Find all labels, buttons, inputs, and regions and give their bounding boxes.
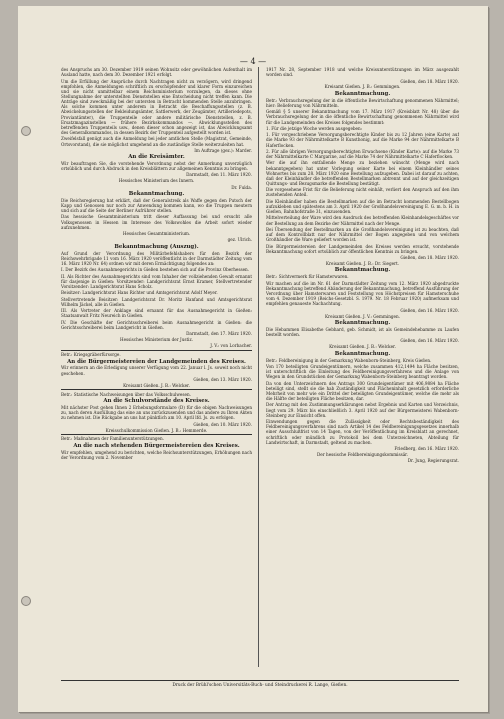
- section-heading: Bekanntmachung (Auszug).: [114, 243, 199, 250]
- body-paragraph: Auf Grund der Verordnung des Militärbefehlshabers für den Bezirk der Reichswehrbrigade 11 vom 16. März 1920 veröffentlicht in der Darmstädter Zeitung vom 16. März 1920 Nr. 64) ordnen wir mit deren Ermächtigung folgendes an:: [61, 250, 252, 266]
- issuing-authority: Kreisschulkommission Gießen. J. B.: Hemmerde.: [105, 427, 208, 433]
- body-paragraph: Die vorgesehene Frist für die Belieferung nicht einhält, verliert den Anspruch auf den ihm zustehenden Anteil.: [266, 187, 459, 198]
- body-paragraph: Die Bürgermeistereien der Landgemeinden des Kreises werden ersucht, vorstehende Bekanntmachung sofort ortsüblich zur öffentlichen Kenntnis zu bringen.: [266, 243, 459, 254]
- body-paragraph: Betr.: Verbrauchsregelung der in die öffentliche Bewirtschaftung genommenen Nährmittel; hier: Belieferung von Nährmitteln.: [266, 97, 459, 108]
- issuing-authority: Kreisamt Gießen. J. B.: Welcker.: [123, 382, 190, 388]
- binding-hole-bottom: [21, 596, 31, 606]
- signature-line: Gießen, den 16. März 1920.: [400, 338, 459, 344]
- signature-line: Gießen, den 18. März 1920.: [400, 255, 459, 261]
- signature-line: gez. Ulrich.: [227, 237, 252, 243]
- binding-hole-top: [21, 126, 31, 136]
- body-paragraph: Betr.: Sichtvermerk für Hamsterwaren.: [266, 274, 349, 280]
- issuing-authority: Hessisches Ministerium des Innern.: [118, 178, 195, 184]
- section-heading: An die Kreisämter.: [128, 154, 185, 161]
- section-heading: Bekanntmachung.: [334, 90, 391, 97]
- body-paragraph: Beisitzer: Landgerichtsrat Hans Richter und Amtsgerichtsrat Adolf Meyer.: [61, 290, 218, 296]
- body-paragraph: IV. Die Geschäfte der Gerichtsschreiberei beim Ausnahmegericht in Gießen: die Gerichtsschreiberei beim Landgericht in Gießen.: [61, 319, 252, 330]
- section-rule: [61, 389, 252, 390]
- signature-line: Dr. Jung, Regierungsrat.: [407, 458, 459, 464]
- body-paragraph: Betr.: Feldbereinigung in der Gemarkung Wabenborn-Steinberg, Kreis Gießen.: [266, 357, 432, 363]
- issuing-authority: Kreisamt Gießen. J. B.: Gemmingen.: [324, 84, 401, 90]
- signature-line: Dr. Fulda.: [231, 184, 252, 190]
- section-heading: An die Schulvorstände des Kreises.: [103, 398, 210, 405]
- body-paragraph: Wir erinnern an die Erledigung unserer Verfügung vom 22. Januar l. Js. soweit noch nicht geschehen.: [61, 365, 252, 376]
- signature-line: Im Auftrage (gez.): Marder.: [194, 147, 252, 153]
- signature-line: Darmstadt, den 11. März 1920.: [186, 172, 252, 178]
- section-heading: An die nach stehenden Bürgermeistereien des Kreises.: [73, 442, 240, 449]
- issuing-authority: Kreisamt Gießen. J. B.: Dr. Siegert.: [325, 261, 400, 267]
- body-paragraph: Mittelverteilung der Ware wird den Ausdruck des betreffenden Kleinhandelsgeschäftes vor der Bestellung an dem Bezirke der Nährmittel nach der Menge.: [266, 215, 459, 226]
- signature-line: Gießen, den 13. März 1920.: [193, 376, 252, 382]
- issuing-authority: Kreisamt Gießen. J. V.: Gemmingen.: [325, 313, 400, 319]
- left-column: [61, 67, 252, 672]
- body-paragraph: Der Antrag mit den Zustimmungserklärungen nebst Ergebnis und Karten und Verzeichnis, liegt vom 29. März bis einschließlich 3. April 1920 auf der Bürgermeisterei Wabenborn-Steinberg zur Einsicht offen.: [266, 402, 459, 418]
- body-paragraph: Wer die auf ihn entfallende Menge zu beziehen wünscht (Menge wird nach bekanntgegeben) hat unter Vorlegung seiner Karte bei einem Kleinhändler seines Wohnortes bis zum 28. März 1920 eine Bestellung aufzugeben. Dabei ist darauf zu achten, daß der Kleinhändler die betreffenden Bestellmarken abtrennt und auf der gleichzeitigen Quittungs- und Bezugsmarke die Bestellung bestätigt.: [266, 160, 459, 186]
- signature-line: J. V.: von Lorbacher.: [210, 343, 252, 349]
- body-paragraph: Wir beauftragen Sie, die vorstehende Verordnung nebst der Anmerkung unverzüglich ortsüblich und durch Abdruck in den Kreisblättern zur allgemeinen Kenntnis zu bringen.: [61, 160, 252, 172]
- body-paragraph: Stellvertretende Beisitzer: Landgerichtsrat Dr. Moritz Hanfand und Amtsgerichtsrat Wilhelm Jäckel, alle in Gießen.: [61, 296, 252, 307]
- body-paragraph: Betr.: Maßnahmen der Familienunterstützungen.: [61, 436, 164, 442]
- page-number: — 4 —: [239, 57, 267, 66]
- body-paragraph: Um die Erfüllung der Ansprüche durch Nachtragen nicht zu verzögern, wird dringend empfohlen, die Anmeldungen schriftlich zu erschöpfender und klarer Form einzureichen und sie nicht unmittelbar einem Reichsministerium vorzulegen, da dieses ohne Stellungnahme der unterstellten Dienststellen eine Entscheidung nicht treffen kann. Die Anträge sind zweckmäßig bei der untersten in Betracht kommenden Stelle anzubringen. Als solche kommen unter anderem in Betracht die Beschaffungsstellen (z. B. Abwickelungsstellen der Bekleidungsämter, Sattlerwerk, der Zeugämter, Artilleriedepots, Proviantämter), die Truppenteile oder andere militärische Dienststellen, z. B. Ersatzmagazinstellen — frühere Bezirkskommandos —. Abwicklungsstellen des betreffenden Truppenteils usw., denen dieser schon angezeigt ist, das Abwicklungsamt des Generalkommandos, in dessen Bezirk der Truppenteil aufgestellt worden ist.: [61, 78, 252, 136]
- body-paragraph: Gemäß § 5 unserer Bekanntmachung vom 17. März 1917 (Kreisblatt Nr. 48) über die Verbrauchsregelung der in die öffentliche Bewirtschaftung genommenen Nährmittel wird für die Landgemeinden des Kreises folgendes bestimmt:: [266, 109, 459, 125]
- issuing-authority: Hessisches Gesamtministerium.: [122, 231, 191, 237]
- body-paragraph: 2. Für alle übrigen Versorgungsberechtigten Erwachsene (Kinder Karte): auf die Marke 73 der Nährmittelkarte C Margarine, auf die Marke 74 der Nährmittelkarte C Haferflocken.: [266, 148, 459, 160]
- signature-line: Friedberg, den 16. März 1920.: [394, 446, 459, 451]
- section-heading: Bekanntmachung.: [128, 190, 185, 197]
- body-paragraph: Betr.: Statistische Nachweisungen über das Volksschulwesen.: [61, 391, 191, 397]
- signature-line: Darmstadt, den 17. März 1920.: [186, 331, 252, 337]
- section-heading: Bekanntmachung.: [334, 350, 391, 357]
- section-heading: Bekanntmachung.: [334, 267, 391, 274]
- signature-line: Gießen, den 10. März 1920.: [193, 421, 252, 427]
- signature-line: Gießen, den 16. März 1920.: [400, 307, 459, 313]
- body-paragraph: 1917 Nr. 28, September 1918 und welche Kreisunterstützungen im März ausgezahlt worden sind.: [266, 67, 459, 78]
- section-heading: Bekanntmachung.: [334, 319, 391, 326]
- printer-footer: Druck der Brühl'schen Universitäts-Buch- und Steindruckerei R. Lange, Gießen.: [61, 680, 459, 688]
- body-paragraph: I. Der Bezirk des Ausnahmegerichts in Gießen bestehen sich auf die Provinz Oberhessen.: [61, 267, 250, 273]
- body-paragraph: des Anspruchs am 30. Dezember 1919 seinen Wohnsitz oder gewöhnlichen Aufenthalt im Ausland hatte, nach dem 30. Dezember 1921 erfolgt.: [61, 67, 252, 78]
- body-paragraph: 1. Für vorgeschriebene Versorgungsberechtigte Kinder bis zu 12 Jahren (eine Karte) auf die Marke 93 der Nährmittelkarte B Kunsthonig, auf die Marke 94 der Nährmittelkarte B Haferflocken.: [266, 132, 459, 148]
- body-paragraph: Da von den Unterzeichnern des Antrags 300 Grundeigentümer mit 406,9884 ha Fläche beteiligt sind, stellt sie die hab Zuständigkeit und Flächeninhalt gesetzlich erforderliche Mehrheit von mehr wie ein Drittel der beteiligten Grundeigentümer, welche die mehr als die Hälfte der beteiligten Fläche besitzen, dar.: [266, 380, 459, 402]
- body-paragraph: Einwendungen gegen die Zulässigkeit oder Rechtsbeständigkeit des Feldbereinigungsverfahrens sind nach Artikel 14 des Feldbereinigungsgesetzes innerhalb einer Ausschlußfrist von 14 Tagen, von der Veröffentlichung im Kreisblatt an gerechnet, schriftlich oder mündlich zu Protokoll bei dem Unterzeichneten, Abteilung für Landwirtschaft, in Darmstadt, geltend zu machen.: [266, 419, 459, 445]
- body-paragraph: Die Hebammen Elisabethe Gebhard, geb. Schmidt, ist als Gemeindehebamme zu Laufen bestellt worden.: [266, 326, 459, 338]
- body-paragraph: Bei Übersendung der Bestellmarken an die Großhandelsvereinigung ist zu beachten, daß auf dem Kontrollblatt nur der Nährmittel der Bogen angegeben und von welchem Großhändler die Ware geliefert worden ist.: [266, 226, 459, 243]
- newspaper-page: [18, 6, 488, 712]
- right-column: [266, 67, 459, 672]
- column-divider: [258, 67, 259, 667]
- body-paragraph: 1. Für die jetzige Woche werden ausgegeben:: [266, 125, 363, 131]
- signature-line: Gießen, den 18. März 1920.: [400, 78, 459, 84]
- body-paragraph: Das hessische Gesamtministerium tritt dieser Auffassung bei und ersucht alle Volksgenossen in Hessen im Interesse des Volkswohles die Arbeit sofort wieder aufzunehmen.: [61, 214, 252, 230]
- issuing-authority: Der hessische Feldbereinigungskommissär.: [316, 451, 409, 457]
- body-paragraph: II. Als Richter des Ausnahmegerichts sind vom Inhaber der vollziehenden Gewalt ernannt für dasjenige in Gießen: Vorsitzender: Landgerichtsrat Ernst Kramer, Stellvertretender Vorsitzender: Landgerichtsrat Hans Scholz.: [61, 273, 252, 289]
- body-paragraph: Von 170 beteiligten Grundeigentümern, welche zusammen 412,1494 ha Fläche besitzen, ist unterschriftlich die Einleitung des Feldbereinigungsverfahrens und die Anlage von Wegen in den Grundstücken der Gemarkung Wabenborn-Steinberg beantragt worden.: [266, 363, 459, 380]
- body-paragraph: III. Als Vertreter der Anklage sind ernannt für das Ausnahmegericht in Gießen: Staatsanwalt Fritz Neureich in Gießen.: [61, 308, 252, 319]
- body-paragraph: Mit nächster Post gehen Ihnen 2 Erhebungsformulare (D) für die obigen Nachweisungen zu, nach deren Ausfüllung das eine an uns zurückzusenden und das andere zu Ihren Akten zu nehmen ist. Die Rückgabe an uns hat pünktlich am 10. April lfd. Js. zu erfolgen.: [61, 404, 252, 421]
- issuing-authority: Kreisamt Gießen. J. B.: Welcker.: [329, 344, 396, 350]
- section-heading: An die Bürgermeistereien der Landgemeinden des Kreises.: [67, 358, 246, 365]
- body-paragraph: Die Kleinhändler haben die Bestellmarken auf die im Betracht kommenden Bestellbogen aufzukleben und spätestens am 3. April 1920 der Großhandelsvereinigung E. G. m. b. H. in Gießen, Bahnhofstraße 31, einzusenden.: [266, 198, 459, 215]
- body-paragraph: Wir machen auf die im Nr. 61 der Darmstädter Zeitung vom 12. März 1920 abgedruckte Bekanntmachung betreffend Abänderung der Bekanntmachung, betreffend Ausführung der Verordnung über Hamsterwaren und Feststellung von Höchstpreisen für Hamsterschuhe vom 4. Dezember 1919 (Reichs-Gesetzbl. S. 1979. Nr. 18 Februar 1920) aufmerksam und empfehlen genaueste Nachachtung.: [266, 280, 459, 307]
- issuing-authority: Hessisches Ministerium der Justiz.: [120, 337, 193, 342]
- body-paragraph: Zweifelsfall genügt auch die Anmeldung bei jeder amtlichen Stelle (Magistrat, Gemeinde, Ortsvorstand), die sie möglichst umgehend an die zuständige Stelle weiterzuleiten hat.: [61, 136, 252, 147]
- section-rule: [61, 434, 252, 435]
- section-rule: [61, 350, 252, 351]
- body-paragraph: Wir empfehlen, umgehend zu berichten, welche Reichsunterstützungen, Erhöhungen nach der Verordnung vom 2. November: [61, 449, 252, 460]
- body-paragraph: Die Reichsregierung hat erklärt, daß der Generalstreik als Waffe gegen den Putsch der Kapp und Genossen nur noch zur Anwendung kommen kann, wo die Truppen meutern und sich auf die Seite der Berliner Aufrührer stellen.: [61, 197, 252, 214]
- body-paragraph: Betr.: Kriegsgräberfürsorge.: [61, 352, 121, 358]
